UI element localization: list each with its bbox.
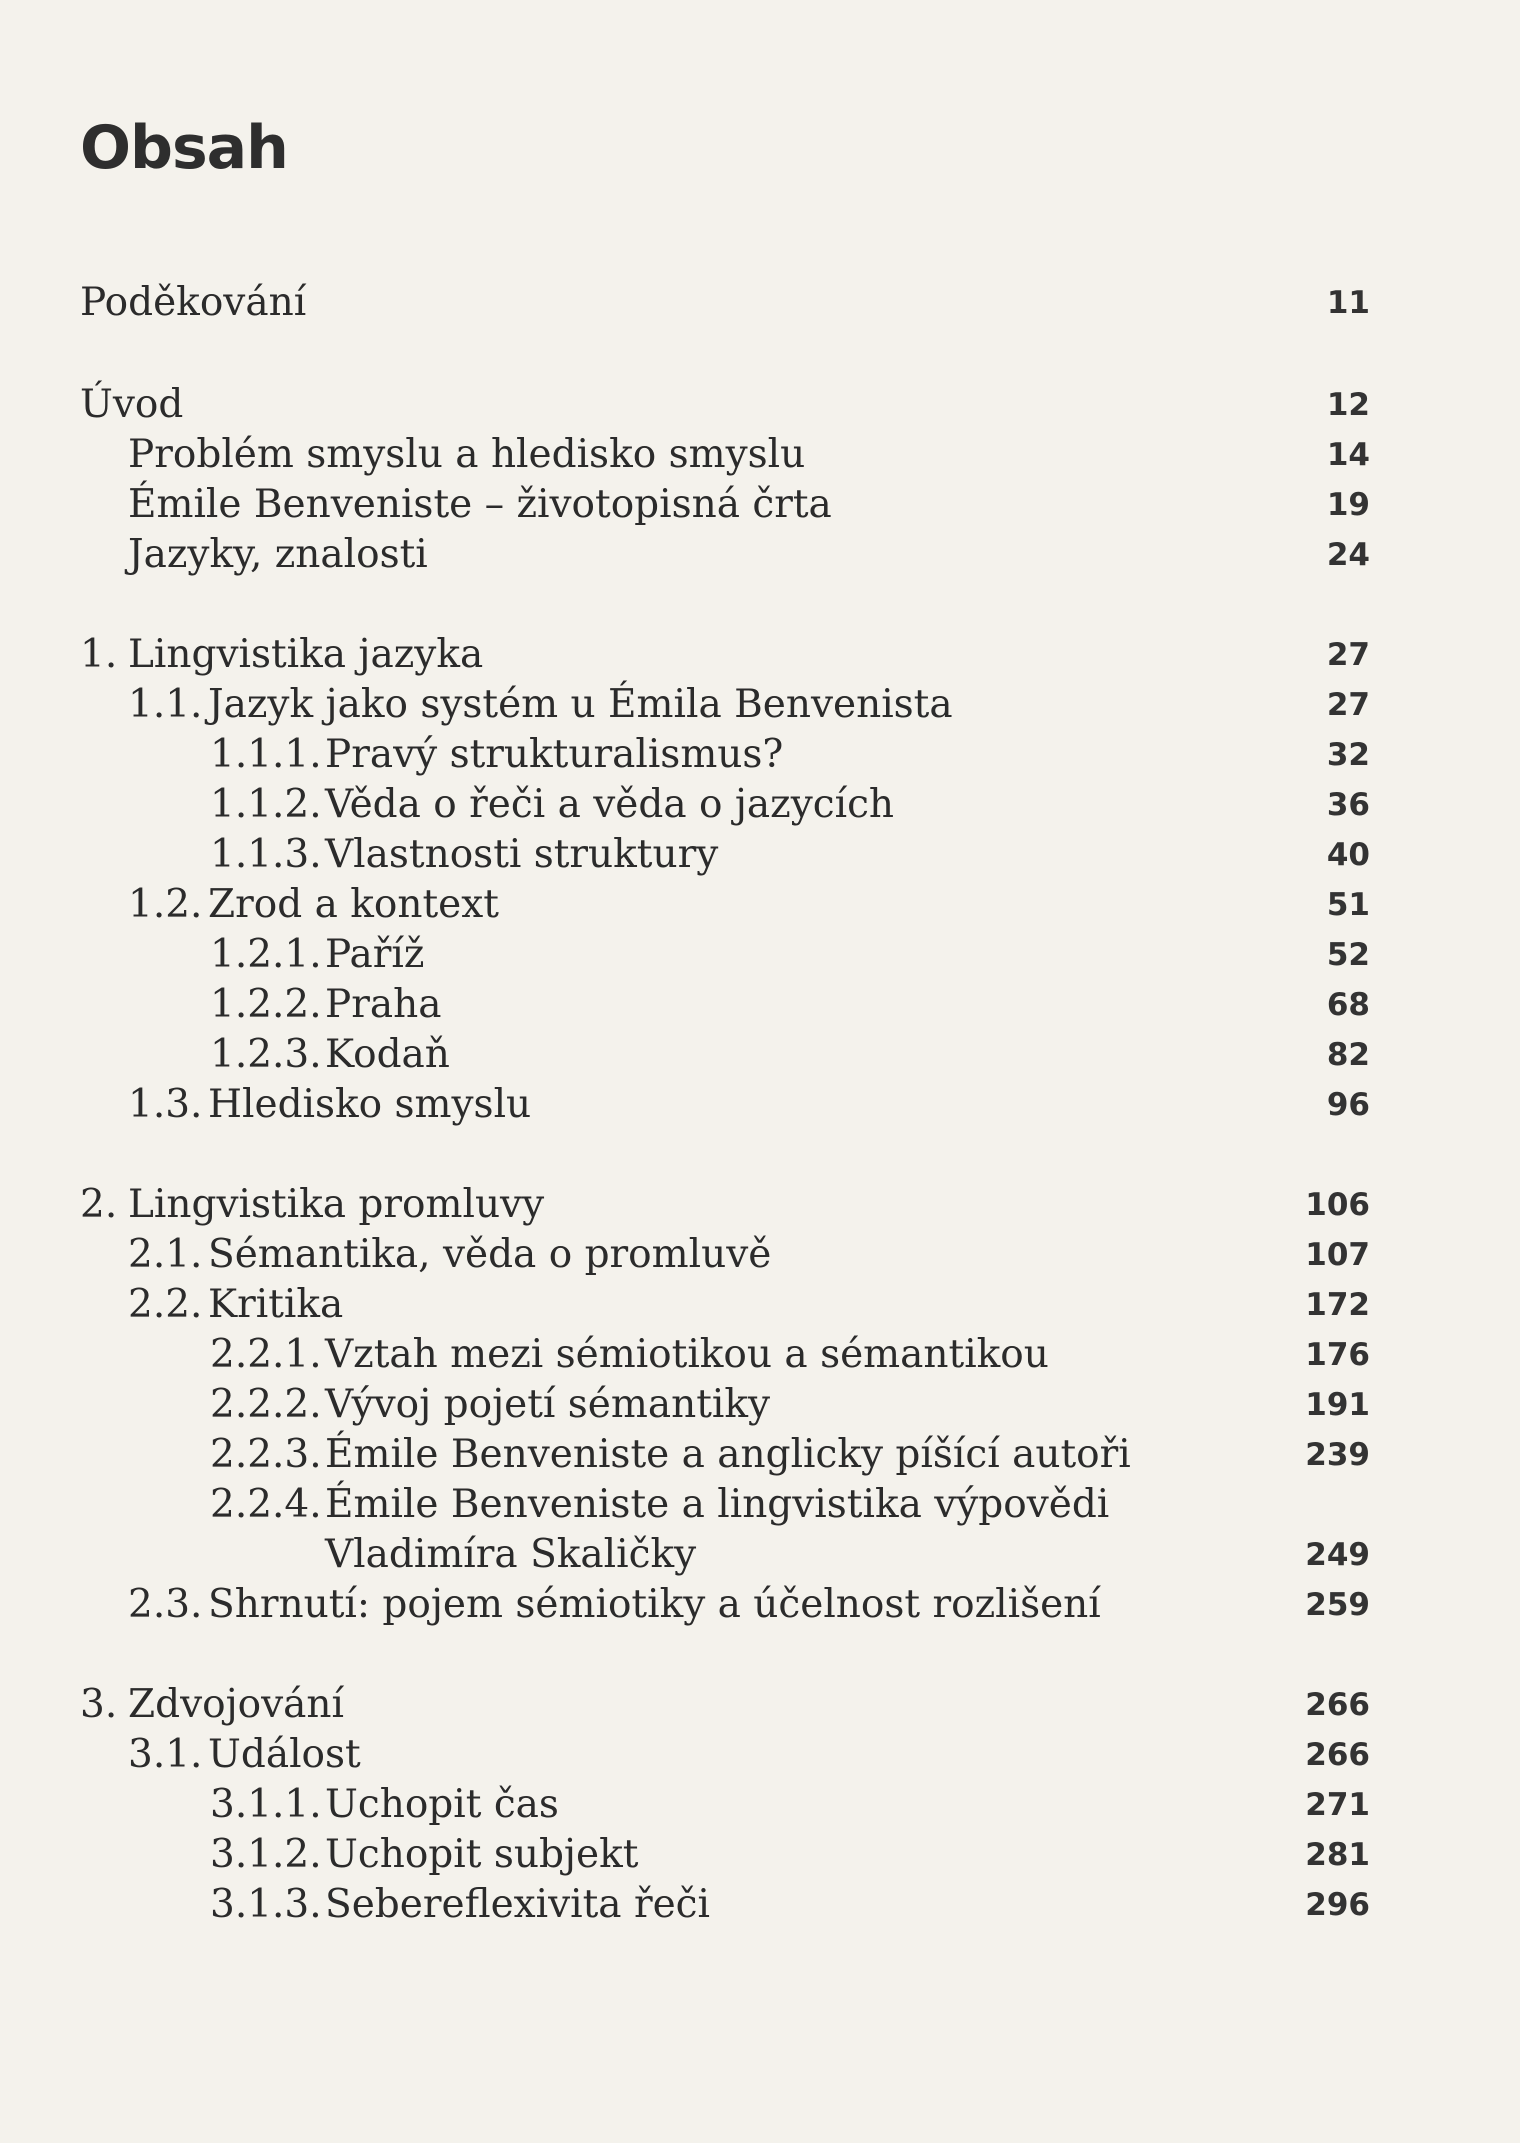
toc-entry-title: Vlastnosti struktury (325, 832, 719, 877)
toc-entry-page: 12 (1326, 387, 1370, 423)
toc-entry-page: 172 (1305, 1287, 1370, 1323)
toc-entry-page: 239 (1305, 1437, 1370, 1473)
toc-entry-page: 24 (1326, 537, 1370, 573)
toc-entry-page: 281 (1305, 1837, 1370, 1873)
toc-entry-title: Émile Benveniste – životopisná črta (128, 482, 832, 527)
toc-entry[interactable] (0, 930, 1520, 980)
toc-entry[interactable] (0, 1180, 1520, 1230)
toc-entry-title: Vývoj pojetí sémantiky (325, 1382, 771, 1427)
toc-entry-title: Jazyky, znalosti (128, 532, 428, 577)
toc-entry-page: 11 (1326, 285, 1370, 321)
toc-entry[interactable] (0, 1780, 1520, 1830)
toc-entry-number: 3.1.1. (210, 1782, 322, 1827)
toc-entry[interactable] (0, 630, 1520, 680)
toc-entry-page: 191 (1305, 1387, 1370, 1423)
toc-entry[interactable] (0, 1830, 1520, 1880)
toc-entry-page: 40 (1326, 837, 1370, 873)
toc-entry-title: Shrnutí: pojem sémiotiky a účelnost rozlišení (208, 1582, 1101, 1627)
toc-entry[interactable] (0, 1530, 1520, 1580)
toc-entry[interactable] (0, 430, 1520, 480)
toc-entry-number: 1.2. (128, 882, 203, 927)
toc-entry-number: 3.1.2. (210, 1832, 322, 1877)
toc-entry-number: 2.3. (128, 1582, 203, 1627)
toc-entry-title: Sebereflexivita řeči (325, 1882, 710, 1927)
toc-entry-number: 2.2.2. (210, 1382, 322, 1427)
toc-entry-number: 1.3. (128, 1082, 203, 1127)
toc-entry-title: Uchopit čas (325, 1782, 559, 1827)
toc-entry[interactable] (0, 1680, 1520, 1730)
toc-entry-page: 266 (1305, 1737, 1370, 1773)
toc-entry-number: 3.1. (128, 1732, 203, 1777)
toc-entry[interactable] (0, 380, 1520, 430)
toc-entry[interactable] (0, 1230, 1520, 1280)
toc-entry-number: 3. (80, 1682, 118, 1727)
toc-entry-page: 19 (1326, 487, 1370, 523)
toc-entry-number: 1.1.1. (210, 732, 322, 777)
toc-entry-page: 32 (1326, 737, 1370, 773)
toc-entry-title: Praha (325, 982, 442, 1027)
toc-entry-title: Lingvistika jazyka (128, 632, 484, 677)
toc-entry-number: 1.1. (128, 682, 203, 727)
toc-entry[interactable] (0, 980, 1520, 1030)
toc-entry[interactable] (0, 530, 1520, 580)
toc-entry-page: 259 (1305, 1587, 1370, 1623)
toc-entry-number: 2.2.4. (210, 1482, 322, 1527)
toc-entry[interactable] (0, 830, 1520, 880)
toc-entry-title: Vztah mezi sémiotikou a sémantikou (325, 1332, 1049, 1377)
toc-entry-page: 266 (1305, 1687, 1370, 1723)
toc-entry-page: 51 (1326, 887, 1370, 923)
toc-entry-number: 1.1.2. (210, 782, 322, 827)
toc-entry-title: Vladimíra Skaličky (325, 1532, 697, 1577)
toc-entry[interactable] (0, 1880, 1520, 1930)
toc-entry-page: 52 (1326, 937, 1370, 973)
toc-entry-page: 107 (1305, 1237, 1370, 1273)
toc-entry-page: 249 (1305, 1537, 1370, 1573)
toc-entry-title: Paříž (325, 932, 425, 977)
toc-entry-title: Zrod a kontext (208, 882, 499, 927)
toc-entry-title: Pravý strukturalismus? (325, 732, 784, 777)
toc-entry-title: Kodaň (325, 1032, 450, 1077)
toc-entry[interactable] (0, 278, 1520, 328)
toc-entry-page: 36 (1326, 787, 1370, 823)
toc-entry[interactable] (0, 1730, 1520, 1780)
toc-entry-title: Émile Benveniste a lingvistika výpovědi (325, 1482, 1110, 1527)
toc-entry[interactable] (0, 1380, 1520, 1430)
toc-entry-title: Jazyk jako systém u Émila Benvenista (208, 682, 953, 727)
toc-entry-page: 176 (1305, 1337, 1370, 1373)
toc-entry-number: 2.1. (128, 1232, 203, 1277)
toc-entry-page: 96 (1326, 1087, 1370, 1123)
toc-entry-title: Lingvistika promluvy (128, 1182, 545, 1227)
toc-entry[interactable] (0, 480, 1520, 530)
toc-entry[interactable] (0, 1280, 1520, 1330)
toc-entry-number: 2.2. (128, 1282, 203, 1327)
toc-entry[interactable] (0, 1080, 1520, 1130)
toc-entry-title: Sémantika, věda o promluvě (208, 1232, 772, 1277)
toc-entry-number: 3.1.3. (210, 1882, 322, 1927)
toc-entry-title: Zdvojování (128, 1682, 345, 1727)
toc-entry[interactable] (0, 780, 1520, 830)
toc-entry[interactable] (0, 730, 1520, 780)
toc-entry-number: 1. (80, 632, 118, 677)
toc-entry-title: Úvod (80, 382, 184, 427)
toc-entry-number: 1.2.3. (210, 1032, 322, 1077)
toc-entry-title: Émile Benveniste a anglicky píšící autoři (325, 1432, 1131, 1477)
toc-entry-page: 106 (1305, 1187, 1370, 1223)
toc-entry[interactable] (0, 1030, 1520, 1080)
toc-entry-number: 2.2.3. (210, 1432, 322, 1477)
page-title: Obsah (80, 113, 288, 183)
toc-entry[interactable] (0, 1330, 1520, 1380)
toc-entry-title: Věda o řeči a věda o jazycích (325, 782, 895, 827)
toc-entry[interactable] (0, 680, 1520, 730)
toc-entry-page: 271 (1305, 1787, 1370, 1823)
toc-entry-title: Kritika (208, 1282, 344, 1327)
toc-entry-number: 1.2.1. (210, 932, 322, 977)
toc-entry[interactable] (0, 1430, 1520, 1480)
toc-entry-title: Poděkování (80, 280, 307, 325)
toc-entry-page: 27 (1326, 687, 1370, 723)
toc-entry-number: 2.2.1. (210, 1332, 322, 1377)
toc-entry-page: 68 (1326, 987, 1370, 1023)
toc-entry[interactable] (0, 1580, 1520, 1630)
toc-entry-number: 1.2.2. (210, 982, 322, 1027)
toc-entry-page: 14 (1326, 437, 1370, 473)
toc-entry-page: 27 (1326, 637, 1370, 673)
toc-entry-page: 296 (1305, 1887, 1370, 1923)
toc-entry[interactable] (0, 880, 1520, 930)
toc-entry-title: Uchopit subjekt (325, 1832, 639, 1877)
toc-entry-title: Událost (208, 1732, 361, 1777)
toc-entry-page: 82 (1326, 1037, 1370, 1073)
toc-entry-title: Problém smyslu a hledisko smyslu (128, 432, 806, 477)
toc-entry-title: Hledisko smyslu (208, 1082, 532, 1127)
toc-entry[interactable] (0, 1480, 1520, 1530)
toc-entry-number: 1.1.3. (210, 832, 322, 877)
toc-entry-number: 2. (80, 1182, 118, 1227)
